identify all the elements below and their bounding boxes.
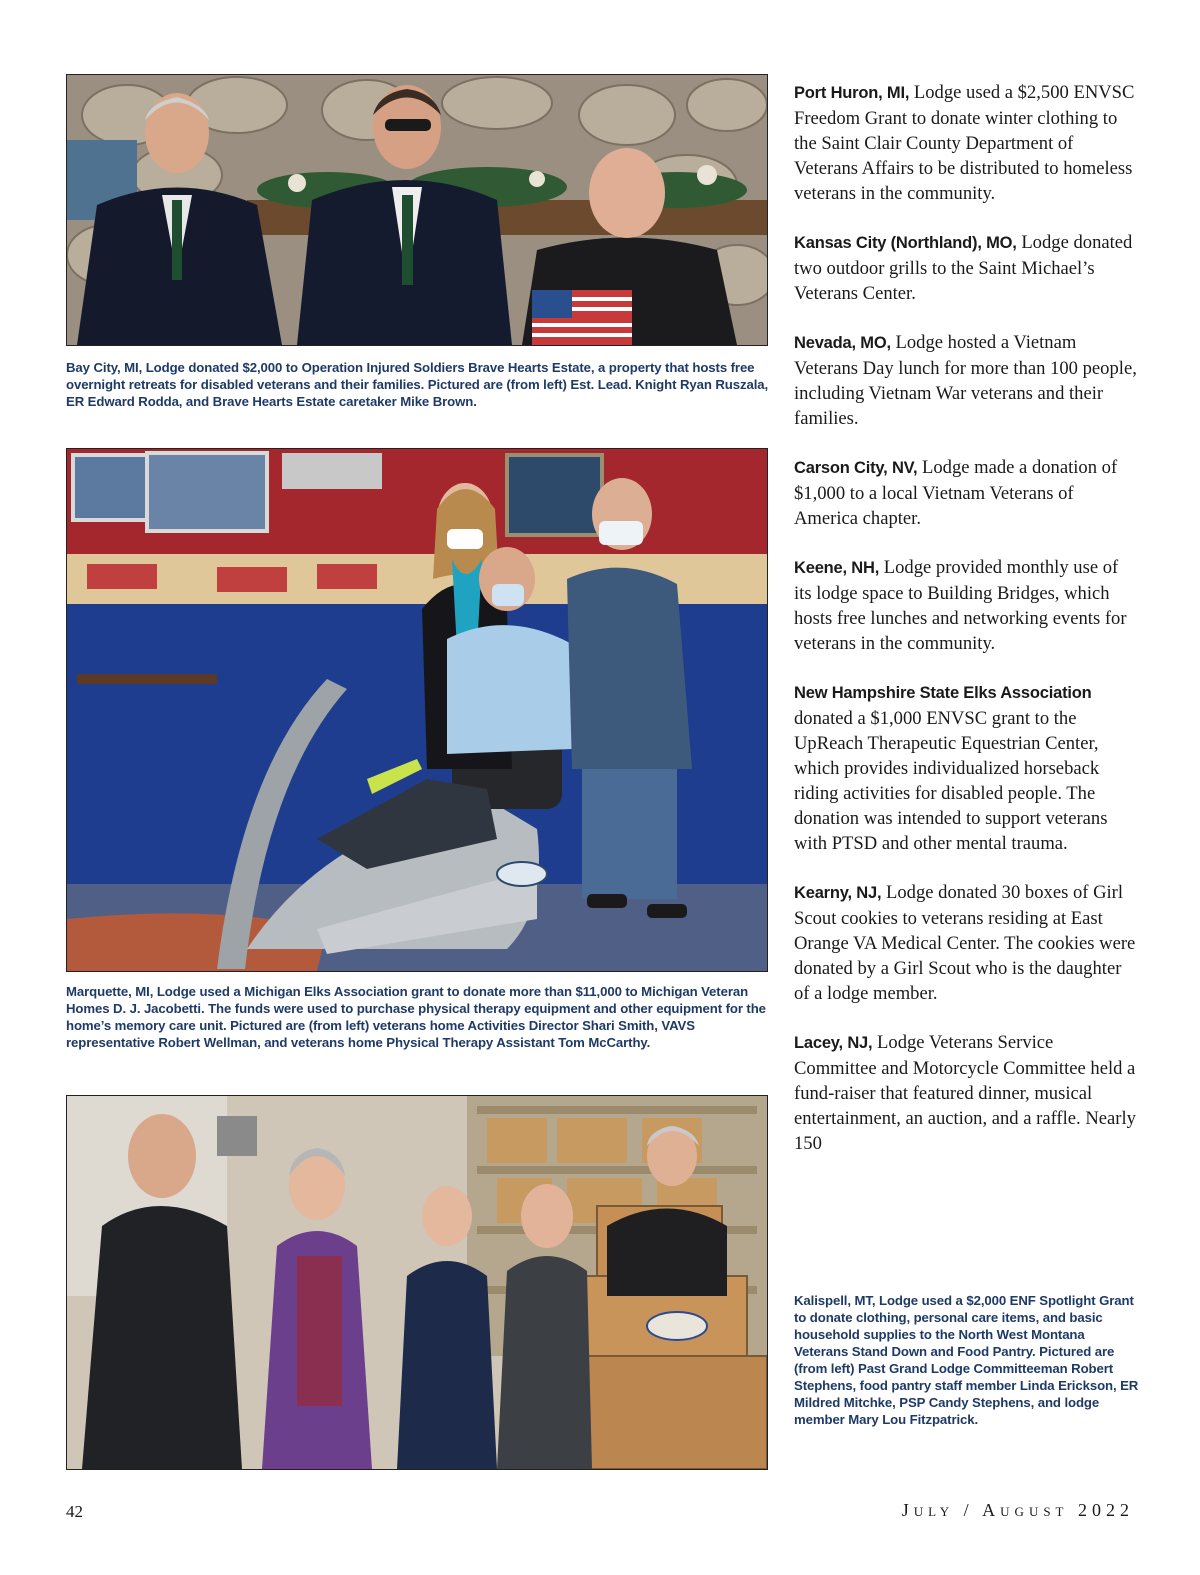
caption-marquette: [66, 983, 766, 1051]
entry-kansas-city: [794, 230, 1139, 306]
photo-marquette: [66, 448, 768, 972]
entry-lacey: [794, 1030, 1139, 1156]
caption-text: Lodge used a $2,000 ENF Spotlight Grant to donate clothing, personal care items, and basic household supplies to the North West Montana Veterans Stand Down and Food Pantry. Pictured are (from left) Past Grand Lodge Committeeman Robert Stephens, food pantry staff member Linda Erickson, ER Mildred Mitchke, PSP Candy Stephens, and lodge member Mary Lou Fitzpatrick.: [794, 1293, 1139, 1427]
entry-text: donated a $1,000 ENVSC grant to the UpReach Therapeutic Equestrian Center, which provides individualized horseback riding activities for disabled people. The donation was intended to support veterans with PTSD and other mental trauma.: [794, 708, 1108, 854]
entry-place: Nevada, MO,: [794, 334, 891, 352]
group-photo-three-men-icon: [67, 75, 767, 345]
entry-text: Lodge hosted a Vietnam Veterans Day lunch for more than 100 people, including Vietnam War veterans and their families.: [794, 332, 1137, 429]
caption-text: Lodge donated $2,000 to Operation Injured Soldiers Brave Hearts Estate, a property that hosts free overnight retreats for disabled veterans and their families. Pictured are (from left) Est. Lead. Knight Ryan Ruszala, ER Edward Rodda, and Brave Hearts Estate caretaker Mike Brown.: [66, 360, 769, 409]
caption-kalispell: [794, 1292, 1139, 1428]
entry-text: Lodge donated 30 boxes of Girl Scout cookies to veterans residing at East Orange VA Medical Center. The cookies were donated by a Girl Scout who is the daughter of a lodge member.: [794, 882, 1136, 1004]
entry-place: Kansas City (Northland), MO,: [794, 234, 1017, 252]
entry-kearny: [794, 880, 1139, 1006]
caption-place: Kalispell, MT,: [794, 1293, 876, 1308]
caption-place: Marquette, MI,: [66, 984, 154, 999]
article-column: [794, 80, 1139, 1180]
group-photo-exercise-machine-icon: [67, 449, 767, 971]
entry-place: New Hampshire State Elks Association: [794, 684, 1092, 702]
entry-text: Lodge provided monthly use of its lodge space to Building Bridges, which hosts free lunches and networking events for veterans in the community.: [794, 557, 1127, 654]
caption-place: Bay City, MI,: [66, 360, 143, 375]
entry-carson-city: [794, 455, 1139, 531]
caption-bay-city: [66, 359, 771, 410]
entry-text: Lodge Veterans Service Committee and Motorcycle Committee held a fund-raiser that featured dinner, musical entertainment, an auction, and a raffle. Nearly 150: [794, 1032, 1136, 1154]
entry-place: Carson City, NV,: [794, 459, 918, 477]
photo-kalispell: [66, 1095, 768, 1470]
entry-port-huron: [794, 80, 1139, 206]
caption-text: Lodge used a Michigan Elks Association grant to donate more than $11,000 to Michigan Veteran Homes D. J. Jacobetti. The funds were used to purchase physical therapy equipment and other equipment for the home’s memory care unit. Pictured are (from left) veterans home Activities Director Shari Smith, VAVS representative Robert Wellman, and veterans home Physical Therapy Assistant Tom McCarthy.: [66, 984, 766, 1050]
page-number: 42: [66, 1502, 83, 1521]
entry-text: Lodge donated two outdoor grills to the Saint Michael’s Veterans Center.: [794, 232, 1133, 304]
entry-nevada: [794, 330, 1139, 431]
entry-place: Port Huron, MI,: [794, 84, 910, 102]
entry-text: Lodge used a $2,500 ENVSC Freedom Grant to donate winter clothing to the Saint Clair County Department of Veterans Affairs to be distributed to homeless veterans in the community.: [794, 82, 1135, 204]
entry-place: Keene, NH,: [794, 559, 880, 577]
group-photo-food-pantry-icon: [67, 1096, 767, 1469]
entry-keene: [794, 555, 1139, 656]
entry-text: Lodge made a donation of $1,000 to a local Vietnam Veterans of America chapter.: [794, 457, 1118, 529]
entry-new-hampshire: [794, 680, 1139, 856]
entry-place: Kearny, NJ,: [794, 884, 882, 902]
issue-date: July / August 2022: [901, 1500, 1134, 1520]
entry-place: Lacey, NJ,: [794, 1034, 873, 1052]
photo-bay-city: [66, 74, 768, 346]
